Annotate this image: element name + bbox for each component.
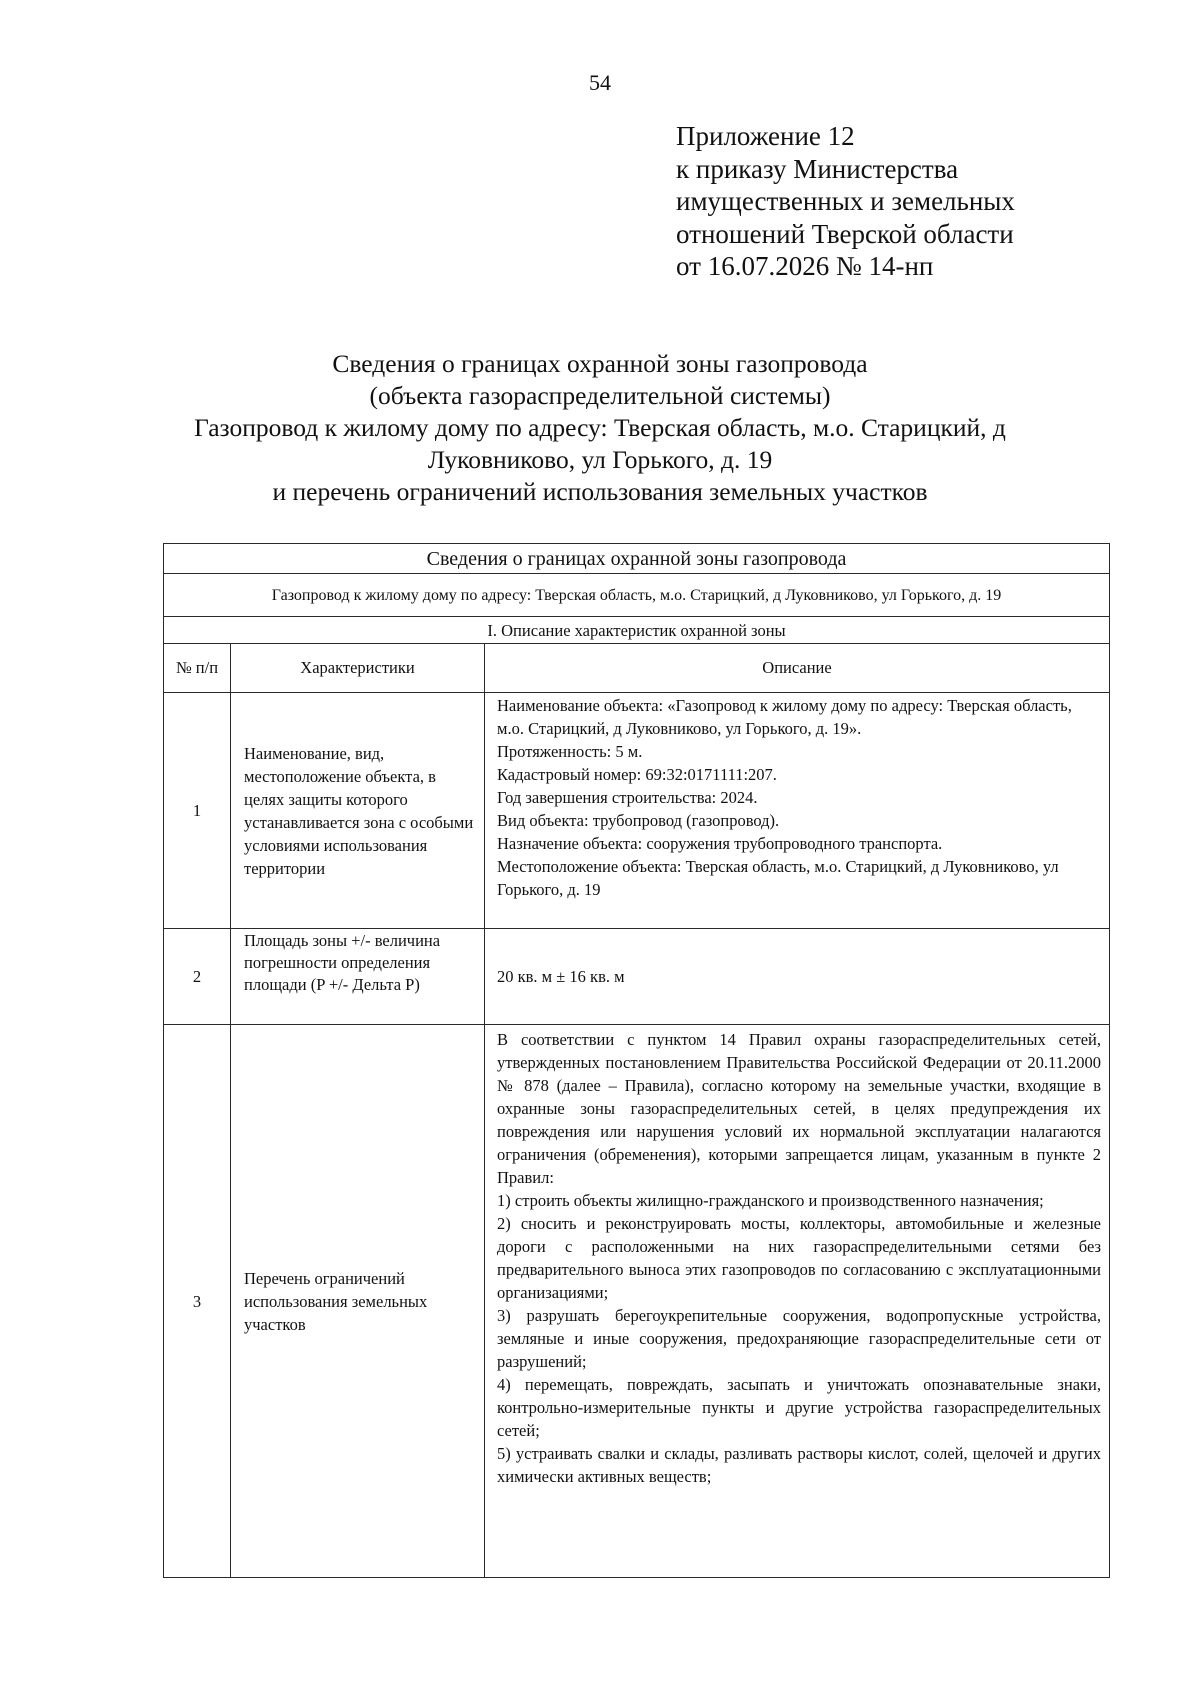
column-header-characteristic: Характеристики xyxy=(231,644,485,693)
description-line: Местоположение объекта: Тверская область, м.о. Старицкий, д Луковниково, ул Горького, д. 19 xyxy=(497,857,1059,899)
row-characteristic: Наименование, вид, местоположение объекта, в целях защиты которого устанавливается зона с особыми условиями использования территории xyxy=(231,693,485,929)
row-description xyxy=(485,1025,1110,1578)
row-description xyxy=(485,693,1110,929)
row-number: 3 xyxy=(164,1025,231,1578)
title-line: (объекта газораспределительной системы) xyxy=(369,381,831,410)
description-paragraph: 1) строить объекты жилищно-гражданского и производственного назначения; xyxy=(497,1191,1044,1210)
description-paragraph: 3) разрушать берегоукрепительные сооружения, водопропускные устройства, земляные и иные сооружения, предохраняющие газораспределительные сети от разрушений; xyxy=(497,1306,1102,1371)
row-number: 1 xyxy=(164,693,231,929)
document-title xyxy=(0,348,1200,508)
appendix-block xyxy=(676,120,1015,283)
row-number: 2 xyxy=(164,929,231,1025)
table-header: Сведения о границах охранной зоны газопровода xyxy=(164,544,1110,574)
title-line: Сведения о границах охранной зоны газопровода xyxy=(332,349,868,378)
table-object-line: Газопровод к жилому дому по адресу: Тверская область, м.о. Старицкий, д Луковниково, ул Горького, д. 19 xyxy=(164,574,1110,617)
appendix-line: от 16.07.2026 № 14-нп xyxy=(676,251,934,281)
table-section-title: I. Описание характеристик охранной зоны xyxy=(164,617,1110,644)
zone-info-table xyxy=(163,543,1110,1578)
description-paragraph: 2) сносить и реконструировать мосты, коллекторы, автомобильные и железные дороги с расположенными на них газораспределительными сетями без предварительного выноса этих газопроводов по согласованию с эксплуатационными организациями; xyxy=(497,1214,1102,1302)
table-header-row xyxy=(164,544,1110,574)
description-paragraph: 4) перемещать, повреждать, засыпать и уничтожать опознавательные знаки, контрольно-измерительные пункты и другие устройства газораспределительных сетей; xyxy=(497,1375,1102,1440)
description-line: Протяженность: 5 м. xyxy=(497,742,643,761)
description-line: Назначение объекта: сооружения трубопроводного транспорта. xyxy=(497,834,943,853)
column-header-num: № п/п xyxy=(164,644,231,693)
table-row xyxy=(164,929,1110,1025)
title-line: Газопровод к жилому дому по адресу: Тверская область, м.о. Старицкий, д xyxy=(194,413,1006,442)
row-characteristic: Перечень ограничений использования земельных участков xyxy=(231,1025,485,1578)
table-column-headers xyxy=(164,644,1110,693)
table-row xyxy=(164,1025,1110,1578)
description-line: Год завершения строительства: 2024. xyxy=(497,788,758,807)
description-paragraph: 5) устраивать свалки и склады, разливать растворы кислот, солей, щелочей и других химически активных веществ; xyxy=(497,1444,1102,1486)
title-line: и перечень ограничений использования земельных участков xyxy=(272,477,928,506)
table-row xyxy=(164,693,1110,929)
table-object-row xyxy=(164,574,1110,617)
description-line: Вид объекта: трубопровод (газопровод). xyxy=(497,811,780,830)
row-description: 20 кв. м ± 16 кв. м xyxy=(485,929,1110,1025)
description-line: Наименование объекта: «Газопровод к жилому дому по адресу: Тверская область, м.о. Старицкий, д Луковниково, ул Горького, д. 19». xyxy=(497,696,1072,738)
row-characteristic: Площадь зоны +/- величина погрешности определения площади (P +/- Дельта P) xyxy=(231,929,485,1025)
title-line: Луковниково, ул Горького, д. 19 xyxy=(427,445,773,474)
description-line: Кадастровый номер: 69:32:0171111:207. xyxy=(497,765,777,784)
column-header-description: Описание xyxy=(485,644,1110,693)
appendix-line: имущественных и земельных xyxy=(676,186,1015,216)
page-number: 54 xyxy=(589,70,611,95)
table-section-row xyxy=(164,617,1110,644)
appendix-line: Приложение 12 xyxy=(676,121,855,151)
description-paragraph: В соответствии с пунктом 14 Правил охраны газораспределительных сетей, утвержденных постановлением Правительства Российской Федерации от 20.11.2000 № 878 (далее – Правила), согласно которому на земельные участки, входящие в охранные зоны газораспределительных сетей, в целях предупреждения их повреждения или нарушения условий их нормальной эксплуатации налагаются ограничения (обременения), которыми запрещается лицам, указанным в пункте 2 Правил: xyxy=(497,1030,1102,1187)
appendix-line: к приказу Министерства xyxy=(676,153,959,184)
appendix-line: отношений Тверской области xyxy=(676,218,1014,249)
